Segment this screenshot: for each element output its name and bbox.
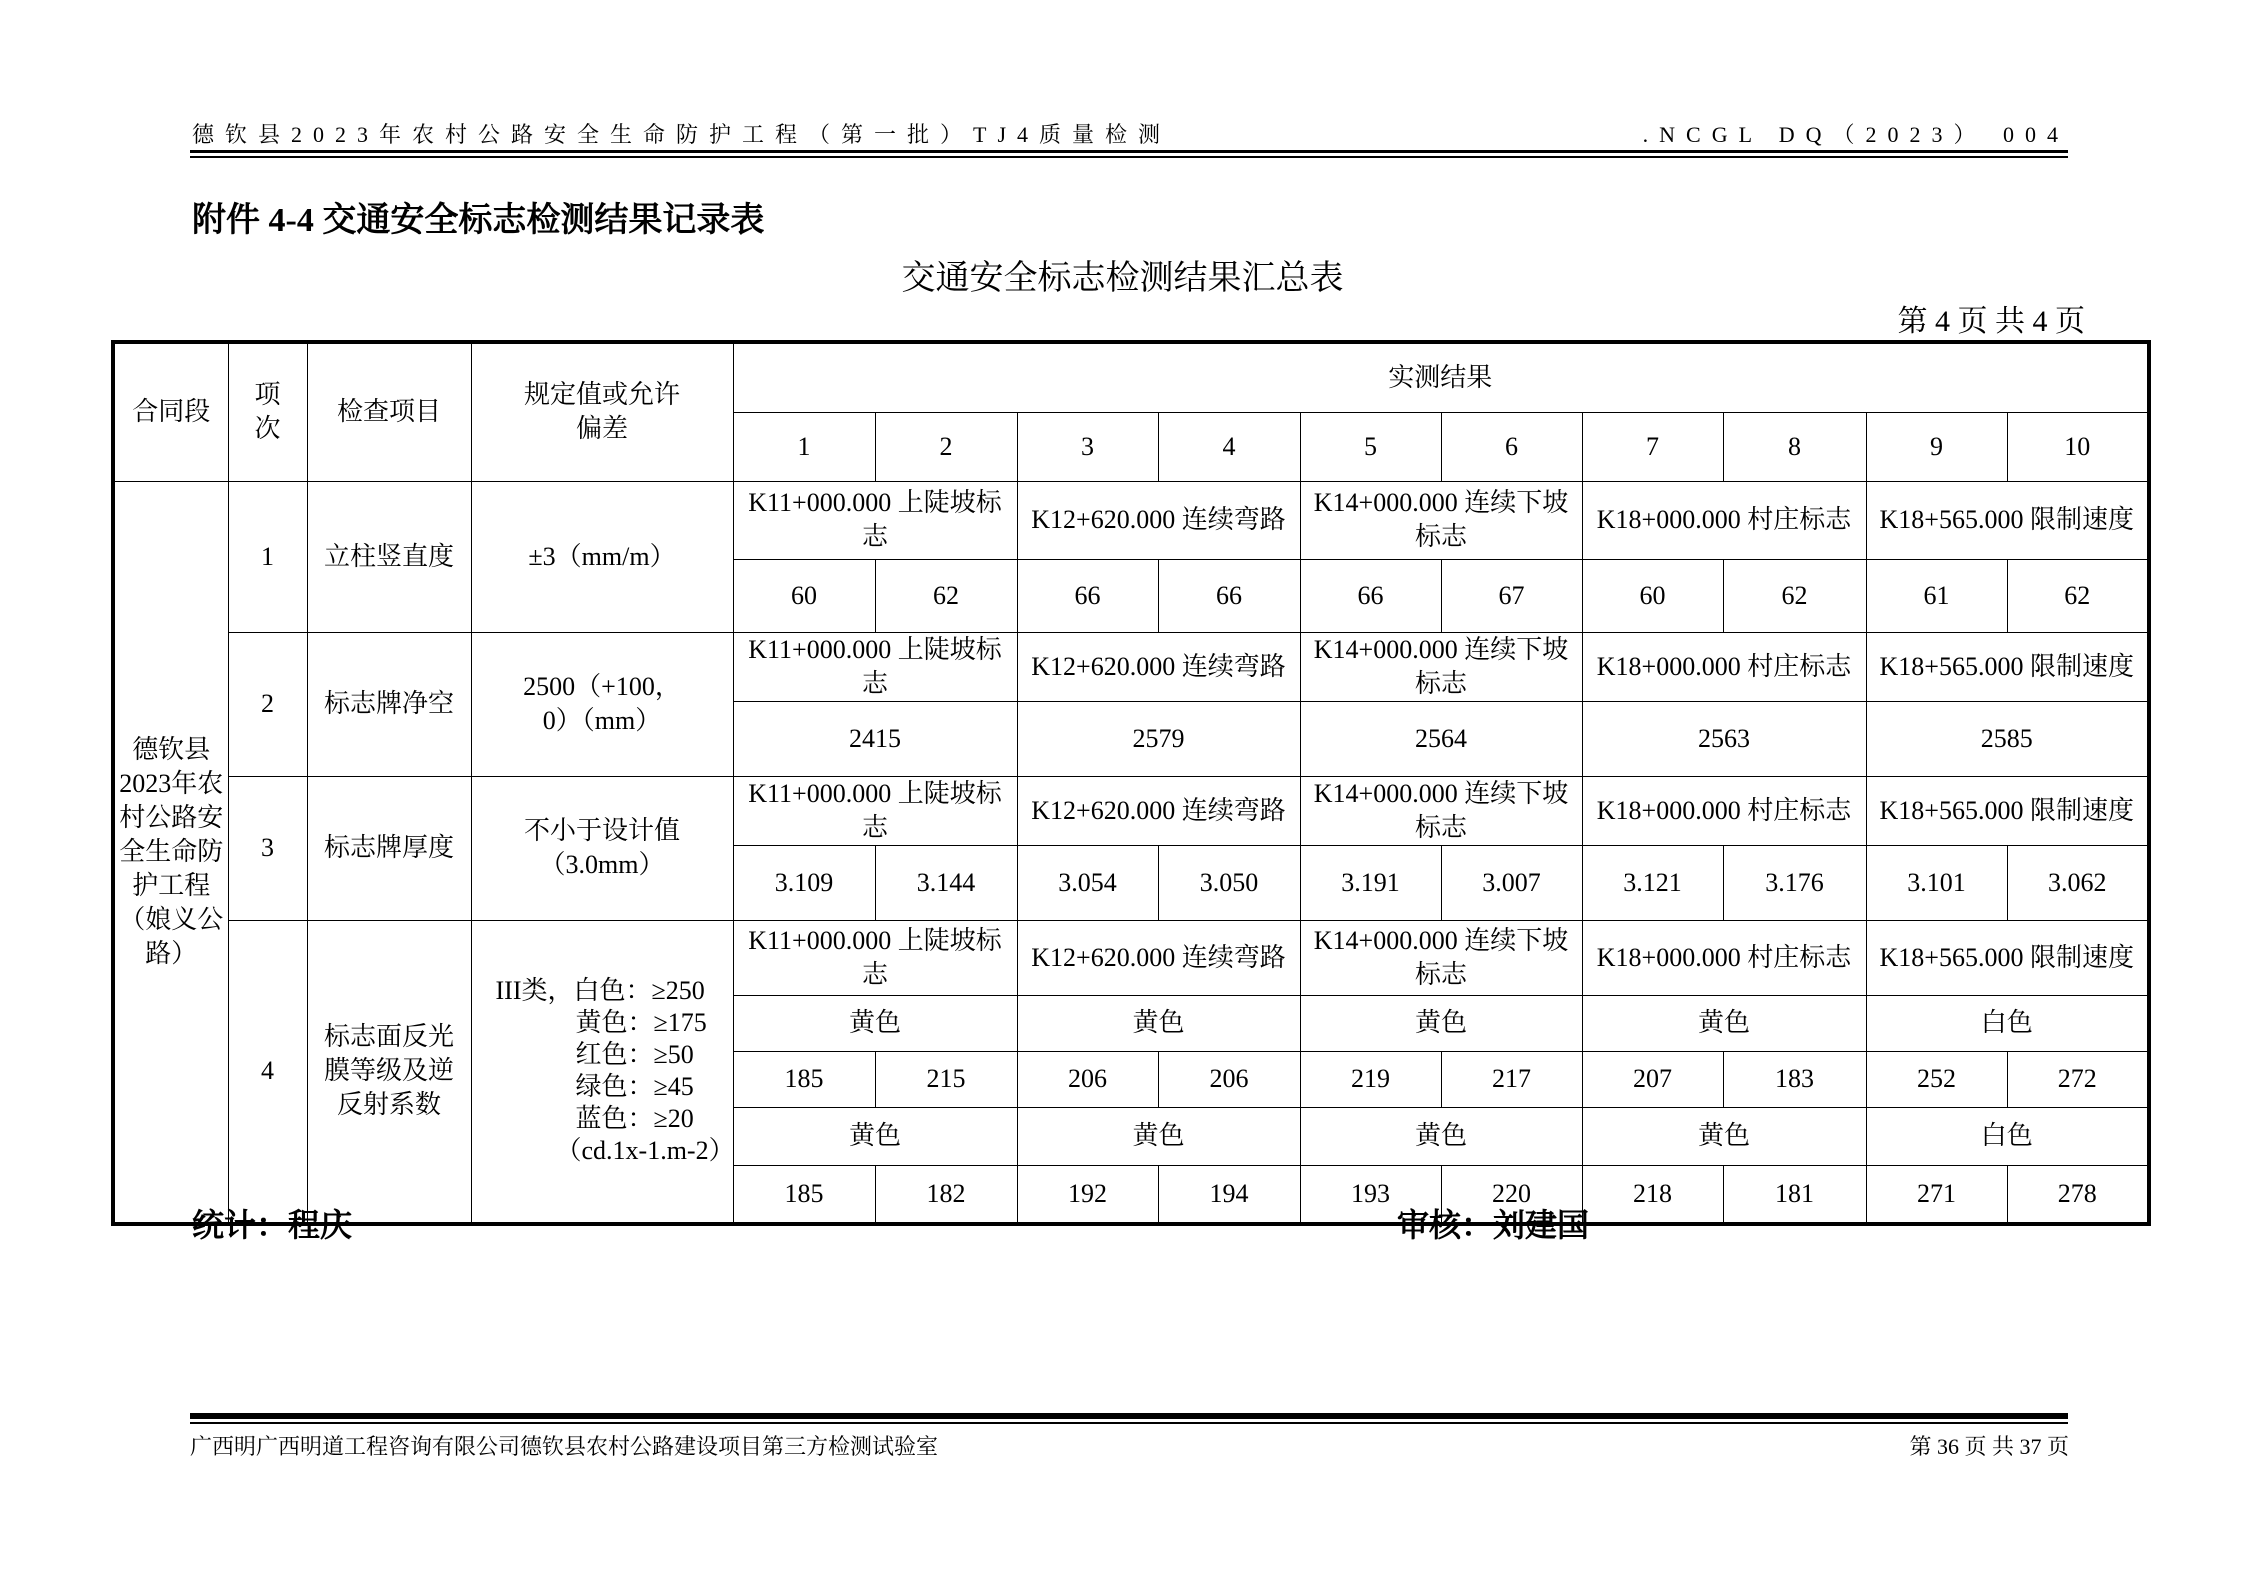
value-cell: 183 xyxy=(1723,1051,1866,1107)
color-cell: 黄色 xyxy=(733,1107,1017,1165)
footer-rule xyxy=(190,1413,2068,1419)
header-spec: 规定值或允许偏差 xyxy=(471,342,733,481)
value-cell: 62 xyxy=(875,559,1017,632)
header-col-6: 6 xyxy=(1441,412,1582,481)
location-cell: K11+000.000 上陡坡标志 xyxy=(733,481,1017,559)
header-col-2: 2 xyxy=(875,412,1017,481)
value-cell: 66 xyxy=(1158,559,1300,632)
header-no: 项次 xyxy=(228,342,307,481)
value-cell: 60 xyxy=(733,559,875,632)
value-cell: 215 xyxy=(875,1051,1017,1107)
item-no: 3 xyxy=(228,776,307,920)
item-spec xyxy=(471,920,733,1224)
value-cell: 62 xyxy=(2007,559,2149,632)
value-cell: 278 xyxy=(2007,1165,2149,1224)
value-cell: 192 xyxy=(1017,1165,1158,1224)
value-cell: 3.144 xyxy=(875,845,1017,920)
table-row xyxy=(113,632,2149,701)
value-cell: 193 xyxy=(1300,1165,1441,1224)
item-name: 立柱竖直度 xyxy=(307,481,471,632)
value-cell: 182 xyxy=(875,1165,1017,1224)
footer-left: 广西明广西明道工程咨询有限公司德钦县农村公路建设项目第三方检测试验室 xyxy=(190,1434,939,1459)
value-cell: 2415 xyxy=(733,701,1017,776)
item-name: 标志面反光膜等级及逆反射系数 xyxy=(307,920,471,1224)
value-cell: 3.062 xyxy=(2007,845,2149,920)
location-cell: K18+565.000 限制速度 xyxy=(1866,920,2149,995)
value-cell: 62 xyxy=(1723,559,1866,632)
location-cell: K12+620.000 连续弯路 xyxy=(1017,776,1300,845)
value-cell: 2564 xyxy=(1300,701,1582,776)
header-section: 合同段 xyxy=(113,342,228,481)
value-cell: 3.101 xyxy=(1866,845,2007,920)
value-cell: 3.176 xyxy=(1723,845,1866,920)
value-cell: 3.007 xyxy=(1441,845,1582,920)
color-cell: 黄色 xyxy=(1300,995,1582,1051)
header-rule xyxy=(190,150,2068,153)
spec-line: （cd.1x-1.m-2） xyxy=(555,1136,735,1166)
location-cell: K18+565.000 限制速度 xyxy=(1866,776,2149,845)
color-cell: 黄色 xyxy=(1017,1107,1300,1165)
annex-title: 附件 4-4 交通安全标志检测结果记录表 xyxy=(192,202,765,239)
header-col-7: 7 xyxy=(1582,412,1723,481)
spec-line: 蓝色：≥20 xyxy=(575,1104,694,1134)
results-table xyxy=(111,340,2151,1226)
page-info: 第 4 页 共 4 页 xyxy=(1897,305,2085,338)
color-cell: 黄色 xyxy=(1582,995,1866,1051)
spec-line: 红色：≥50 xyxy=(575,1040,694,1070)
item-spec: 2500（+100，0）（mm） xyxy=(471,632,733,776)
color-cell: 黄色 xyxy=(1300,1107,1582,1165)
item-no: 1 xyxy=(228,481,307,632)
value-cell: 207 xyxy=(1582,1051,1723,1107)
location-cell: K14+000.000 连续下坡标志 xyxy=(1300,632,1582,701)
value-cell: 3.050 xyxy=(1158,845,1300,920)
value-cell: 181 xyxy=(1723,1165,1866,1224)
header-col-1: 1 xyxy=(733,412,875,481)
header-col-10: 10 xyxy=(2007,412,2149,481)
footer-rule-thin xyxy=(190,1422,2068,1424)
header-col-5: 5 xyxy=(1300,412,1441,481)
location-cell: K14+000.000 连续下坡标志 xyxy=(1300,920,1582,995)
header-results: 实测结果 xyxy=(733,342,2149,412)
spec-line: 黄色：≥175 xyxy=(575,1008,707,1038)
value-cell: 2585 xyxy=(1866,701,2149,776)
location-cell: K12+620.000 连续弯路 xyxy=(1017,481,1300,559)
color-cell: 白色 xyxy=(1866,1107,2149,1165)
location-cell: K18+565.000 限制速度 xyxy=(1866,481,2149,559)
header-right: .NCGL DQ（2023） 004 xyxy=(1642,122,2069,147)
table-row xyxy=(113,481,2149,559)
value-cell: 66 xyxy=(1300,559,1441,632)
table-row xyxy=(113,776,2149,845)
item-spec: 不小于设计值（3.0mm） xyxy=(471,776,733,920)
color-cell: 黄色 xyxy=(1582,1107,1866,1165)
section-cell: 德钦县2023年农村公路安全生命防护工程（娘义公路） xyxy=(113,481,228,1224)
header-left: 德钦县2023年农村公路安全生命防护工程（第一批）TJ4质量检测 xyxy=(192,122,1172,147)
item-no: 4 xyxy=(228,920,307,1224)
value-cell: 218 xyxy=(1582,1165,1723,1224)
value-cell: 185 xyxy=(733,1165,875,1224)
value-cell: 60 xyxy=(1582,559,1723,632)
spec-line: 绿色：≥45 xyxy=(575,1072,694,1102)
value-cell: 2563 xyxy=(1582,701,1866,776)
footer-right: 第 36 页 共 37 页 xyxy=(1909,1434,2069,1459)
item-spec: ±3（mm/m） xyxy=(471,481,733,632)
item-name: 标志牌净空 xyxy=(307,632,471,776)
table-row xyxy=(113,342,2149,412)
location-cell: K12+620.000 连续弯路 xyxy=(1017,920,1300,995)
location-cell: K14+000.000 连续下坡标志 xyxy=(1300,481,1582,559)
color-cell: 白色 xyxy=(1866,995,2149,1051)
value-cell: 3.191 xyxy=(1300,845,1441,920)
header-col-9: 9 xyxy=(1866,412,2007,481)
value-cell: 66 xyxy=(1017,559,1158,632)
color-cell: 黄色 xyxy=(733,995,1017,1051)
table-title: 交通安全标志检测结果汇总表 xyxy=(901,260,1344,297)
value-cell: 3.109 xyxy=(733,845,875,920)
value-cell: 3.121 xyxy=(1582,845,1723,920)
table-row xyxy=(113,920,2149,995)
location-cell: K11+000.000 上陡坡标志 xyxy=(733,920,1017,995)
location-cell: K11+000.000 上陡坡标志 xyxy=(733,632,1017,701)
location-cell: K14+000.000 连续下坡标志 xyxy=(1300,776,1582,845)
item-no: 2 xyxy=(228,632,307,776)
value-cell: 194 xyxy=(1158,1165,1300,1224)
value-cell: 185 xyxy=(733,1051,875,1107)
value-cell: 217 xyxy=(1441,1051,1582,1107)
location-cell: K18+000.000 村庄标志 xyxy=(1582,776,1866,845)
item-name: 标志牌厚度 xyxy=(307,776,471,920)
value-cell: 252 xyxy=(1866,1051,2007,1107)
value-cell: 206 xyxy=(1158,1051,1300,1107)
header-col-3: 3 xyxy=(1017,412,1158,481)
header-col-8: 8 xyxy=(1723,412,1866,481)
location-cell: K18+000.000 村庄标志 xyxy=(1582,632,1866,701)
review-signature: 审核：刘建国 xyxy=(1397,1207,1590,1243)
location-cell: K18+565.000 限制速度 xyxy=(1866,632,2149,701)
value-cell: 271 xyxy=(1866,1165,2007,1224)
value-cell: 219 xyxy=(1300,1051,1441,1107)
value-cell: 67 xyxy=(1441,559,1582,632)
location-cell: K18+000.000 村庄标志 xyxy=(1582,481,1866,559)
stat-signature: 统计：程庆 xyxy=(192,1207,353,1243)
header-col-4: 4 xyxy=(1158,412,1300,481)
value-cell: 2579 xyxy=(1017,701,1300,776)
value-cell: 3.054 xyxy=(1017,845,1158,920)
location-cell: K11+000.000 上陡坡标志 xyxy=(733,776,1017,845)
value-cell: 61 xyxy=(1866,559,2007,632)
spec-line: III类，白色：≥250 xyxy=(495,976,705,1006)
color-cell: 黄色 xyxy=(1017,995,1300,1051)
header-item: 检查项目 xyxy=(307,342,471,481)
header-rule-thin xyxy=(190,156,2068,158)
location-cell: K12+620.000 连续弯路 xyxy=(1017,632,1300,701)
location-cell: K18+000.000 村庄标志 xyxy=(1582,920,1866,995)
value-cell: 206 xyxy=(1017,1051,1158,1107)
value-cell: 272 xyxy=(2007,1051,2149,1107)
value-cell: 220 xyxy=(1441,1165,1582,1224)
